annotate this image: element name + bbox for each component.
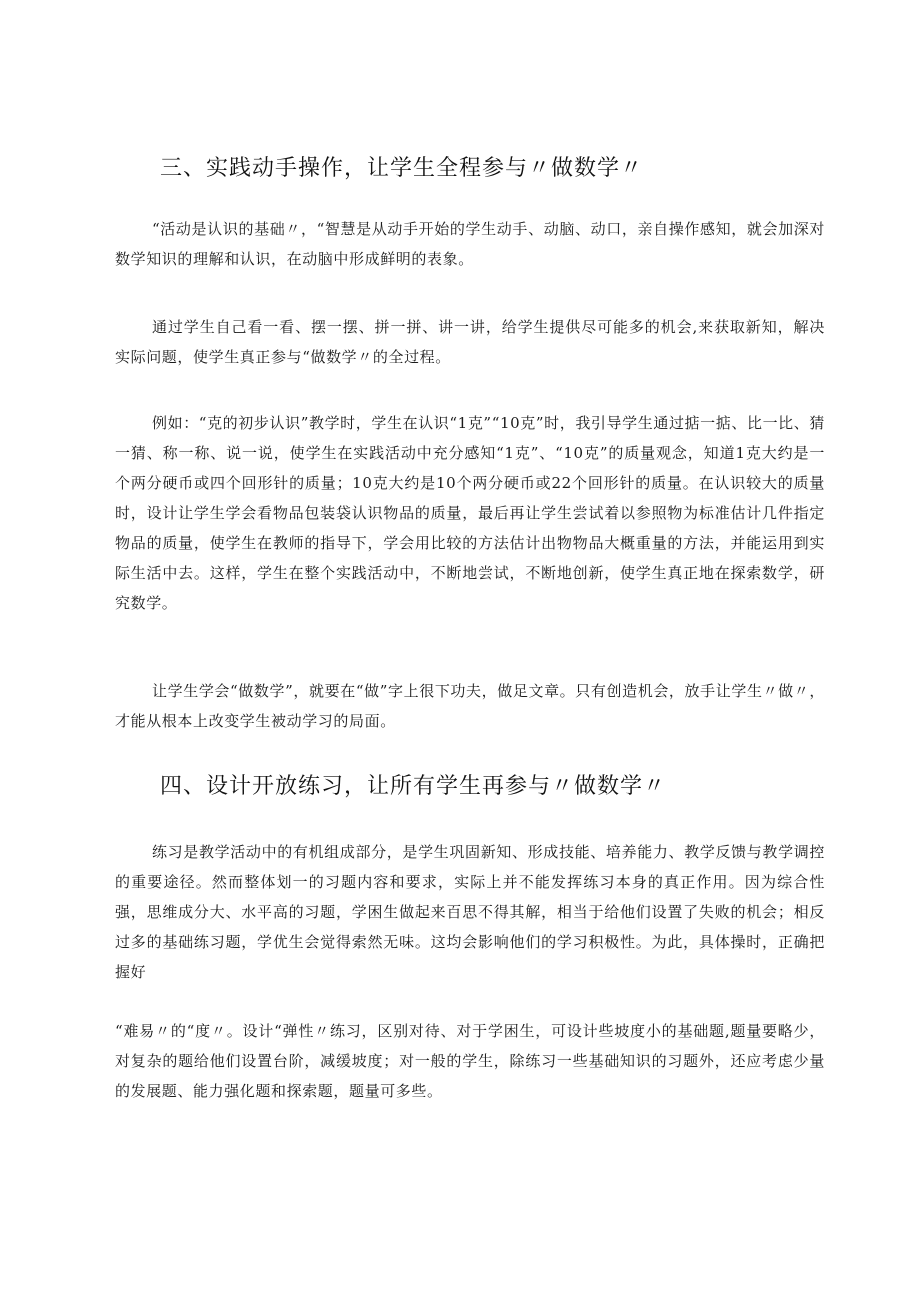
paragraph-do-math: 让学生学会“做数学”，就要在“做”字上很下功夫，做足文章。只有创造机会，放手让学生〃做〃，才能从根本上改变学生被动学习的局面。	[115, 682, 825, 730]
section-heading-4: 四、设计开放练习，让所有学生再参与〃做数学〃	[160, 774, 667, 799]
paragraph-gram-example: 例如：“克的初步认识”教学时，学生在认识“1克”“10克”时，我引导学生通过掂一掂、比一比、猜一猜、称一称、说一说，使学生在实践活动中充分感知“1克”、“10克”的质量观念，知道1克大约是一个两分硬币或四个回形针的质量；10克大约是10个两分硬币或22个回形针的质量。在认识较大的质量时，设计让学生学会看物品包装袋认识物品的质量，最后再让学生尝试着以参照物为标准估计几件指定物品的质量，使学生在教师的指导下，学会用比较的方法估计出物物品大概重量的方法，并能运用到实际生活中去。这样，学生在整个实践活动中，不断地尝试，不断地创新，使学生真正地在探索数学，研究数学。	[115, 414, 825, 612]
section-heading-3: 三、实践动手操作，让学生全程参与〃做数学〃	[160, 156, 644, 181]
paragraph-student-participation: 通过学生自己看一看、摆一摆、拼一拼、讲一讲，给学生提供尽可能多的机会,来获取新知，解决实际问题，使学生真正参与“做数学〃的全过程。	[115, 318, 825, 366]
paragraph-activity-basis: “活动是认识的基础〃，“智慧是从动手开始的学生动手、动脑、动口，亲自操作感知，就会加深对数学知识的理解和认识，在动脑中形成鲜明的表象。	[115, 220, 825, 268]
paragraph-difficulty-degree: “难易〃的“度〃。设计“弹性〃练习，区别对待、对于学困生，可设计些坡度小的基础题,题量要略少，对复杂的题给他们设置台阶，减缓坡度；对一般的学生，除练习一些基础知识的习题外，还应考虑少量的发展题、能力强化题和探索题，题量可多些。	[115, 1022, 825, 1100]
paragraph-practice-role: 练习是教学活动中的有机组成部分，是学生巩固新知、形成技能、培养能力、教学反馈与教学调控的重要途径。然而整体划一的习题内容和要求，实际上并不能发挥练习本身的真正作用。因为综合性强，思维成分大、水平高的习题，学困生做起来百思不得其解，相当于给他们设置了失败的机会；相反过多的基础练习题，学优生会觉得索然无味。这均会影响他们的学习积极性。为此，具体操时，正确把握好	[115, 843, 825, 981]
